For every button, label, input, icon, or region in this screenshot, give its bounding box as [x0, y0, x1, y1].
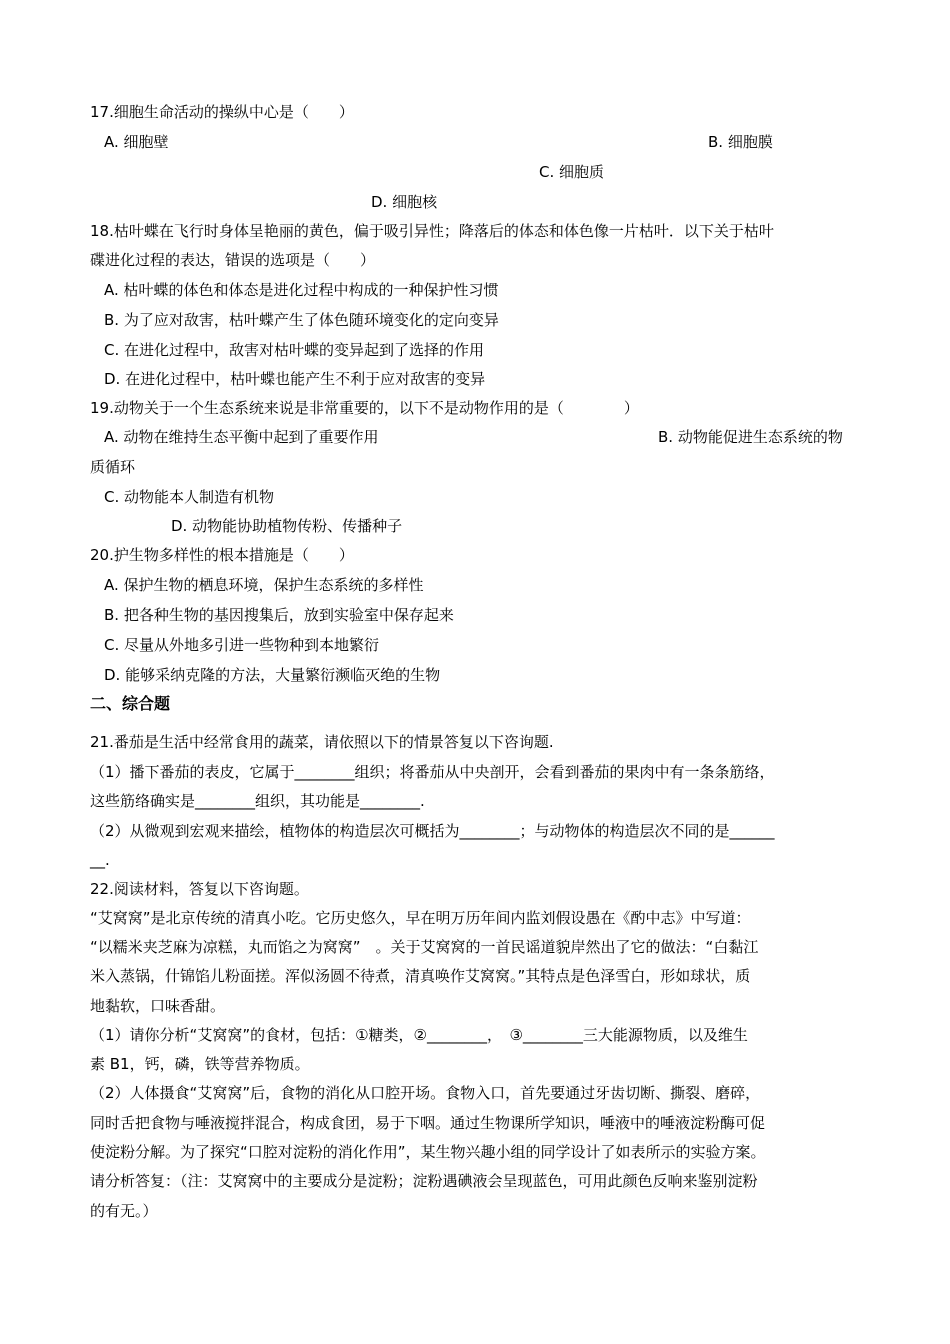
question-20-stem: 20.护生物多样性的根本措施是（ ） [90, 546, 354, 564]
question-17-option-d: D. 细胞核 [371, 193, 438, 211]
question-21-part2-line1: （2）从微观到宏观来描绘，植物体的构造层次可概括为________；与动物体的构造层次不同的是______ [90, 822, 775, 840]
question-18-option-c: C. 在进化过程中，敌害对枯叶蝶的变异起到了选择的作用 [104, 341, 485, 359]
question-21-part1-line1: （1）播下番茄的表皮，它属于________组织；将番茄从中央剖开，会看到番茄的果肉中有一条条筋络， [90, 763, 775, 781]
question-22-part2-line2: 同时舌把食物与唾液搅拌混合，构成食团，易于下咽。通过生物课所学知识，唾液中的唾液淀粉酶可促 [90, 1114, 766, 1132]
question-22-part2-line4: 请分析答复：（注：艾窝窝中的主要成分是淀粉；淀粉遇碘液会呈现蓝色，可用此颜色反响来鉴别淀粉 [90, 1172, 758, 1190]
question-21-part2-line2: __. [90, 851, 110, 869]
question-19-option-a: A. 动物在维持生态平衡中起到了重要作用 [104, 428, 379, 446]
question-19-option-c: C. 动物能本人制造有机物 [104, 488, 275, 506]
question-17-option-b: B. 细胞膜 [708, 133, 773, 151]
question-18-option-b: B. 为了应对敌害，枯叶蝶产生了体色随环境变化的定向变异 [104, 311, 499, 329]
question-21-stem: 21.番茄是生活中经常食用的蔬菜，请依照以下的情景答复以下咨询题. [90, 733, 554, 751]
question-22-material-line3: 米入蒸锅，什锦馅儿粉面搓。浑似汤圆不待煮，清真唤作艾窝窝。”其特点是色泽雪白，形如球状，质 [90, 967, 751, 985]
question-21-part1-line2: 这些筋络确实是________组织，其功能是________. [90, 792, 425, 810]
section-heading: 二、综合题 [90, 694, 171, 713]
question-22-material-line2: “以糯米夹芝麻为凉糕，丸而馅之为窝窝” 。关于艾窝窝的一首民谣道貌岸然出了它的做法：“白黏江 [90, 938, 759, 956]
question-22-part2-line3: 使淀粉分解。为了探究“口腔对淀粉的消化作用”，某生物兴趣小组的同学设计了如表所示的实验方案。 [90, 1143, 766, 1161]
question-19-option-d: D. 动物能协助植物传粉、传播种子 [171, 517, 403, 535]
question-19-stem: 19.动物关于一个生态系统来说是非常重要的，以下不是动物作用的是（ ） [90, 399, 639, 417]
question-18-option-a: A. 枯叶蝶的体色和体态是进化过程中构成的一种保护性习惯 [104, 281, 499, 299]
question-20-option-c: C. 尽量从外地多引进一些物种到本地繁衍 [104, 636, 380, 654]
question-17-option-c: C. 细胞质 [539, 163, 605, 181]
question-19-option-b-line1: B. 动物能促进生态系统的物 [658, 428, 843, 446]
question-19-option-b-line2: 质循环 [90, 458, 136, 476]
question-17-option-a: A. 细胞壁 [104, 133, 169, 151]
question-22-material-line1: “艾窝窝”是北京传统的清真小吃。它历史悠久，早在明万历年间内监刘假设愚在《酌中志》中写道： [90, 909, 751, 927]
question-22-material-line4: 地黏软，口味香甜。 [90, 997, 226, 1015]
question-20-option-d: D. 能够采纳克隆的方法，大量繁衍濒临灭绝的生物 [104, 666, 441, 684]
question-22-stem: 22.阅读材料，答复以下咨询题。 [90, 880, 309, 898]
question-17-stem: 17.细胞生命活动的操纵中心是（ ） [90, 103, 354, 121]
question-18-stem-line2: 碟进化过程的表达，错误的选项是（ ） [90, 251, 376, 269]
question-22-part1-line1: （1）请你分析“艾窝窝”的食材，包括：①糖类，②________， ③________三大能源物质，以及维生 [90, 1026, 748, 1044]
question-18-option-d: D. 在进化过程中，枯叶蝶也能产生不利于应对敌害的变异 [104, 370, 486, 388]
question-22-part2-line1: （2）人体摄食“艾窝窝”后，食物的消化从口腔开场。食物入口，首先要通过牙齿切断、撕裂、磨碎， [90, 1084, 761, 1102]
question-20-option-b: B. 把各种生物的基因搜集后，放到实验室中保存起来 [104, 606, 454, 624]
question-22-part2-line5: 的有无。） [90, 1202, 158, 1220]
question-20-option-a: A. 保护生物的栖息环境，保护生态系统的多样性 [104, 576, 424, 594]
question-18-stem-line1: 18.枯叶蝶在飞行时身体呈艳丽的黄色，偏于吸引异性；降落后的体态和体色像一片枯叶．以下关于枯叶 [90, 222, 774, 240]
question-22-part1-line2: 素 B1，钙，磷，铁等营养物质。 [90, 1055, 310, 1073]
